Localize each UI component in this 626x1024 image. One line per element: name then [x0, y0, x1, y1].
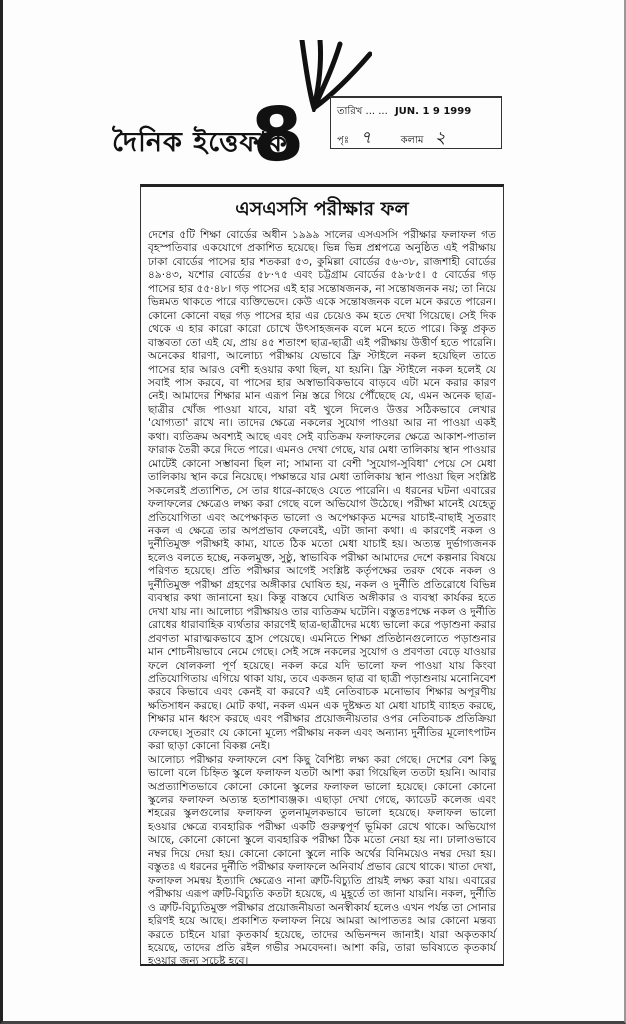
article-title: এসএসসি পরীক্ষার ফল: [235, 198, 409, 220]
editorial-article: [140, 184, 504, 966]
page-label: পৃঃ: [337, 135, 350, 146]
page-column-row: [337, 125, 472, 153]
article-paragraph: দেশের ৫টি শিক্ষা বোর্ডের অধীন ১৯৯৯ সালের এসএসসি পরীক্ষার ফলাফল গত বৃহস্পতিবার একযোগে প্রকাশিত হয়েছে। ভিন্ন ভিন্ন প্রশ্নপত্রে অনুষ্ঠিত এই পরীক্ষায় ঢাকা বোর্ডের পাসের হার শতকরা ৫৩, কুমিল্লা বোর্ডের ৫৬·৩৮, রাজশাহী বোর্ডের ৪৯·৪৩, যশোর বোর্ডের ৫৮·৭৫ এবং চট্টগ্রাম বোর্ডের ৫৯·৮৫। ৫ বোর্ডের গড় পাসের হার ৫৫·৪৮। গড় পাসের এই হার সন্তোষজনক, না সন্তোষজনক নয়; তা নিয়ে ভিন্নমত থাকতে পারে ব্যক্তিভেদে। কেউ একে সন্তোষজনক বলে মনে করতে পারেন। কোনো কোনো বছর গড় পাসের হার এর চেয়েও কম হতে দেখা গিয়েছে। সেই দিক থেকে এ হার কারো কারো চোখে উৎসাহজনক বলে মনে হতে পারে। কিন্তু প্রকৃত বাস্তবতা তো এই যে, প্রায় ৪৫ শতাংশ ছাত্র-ছাত্রী এই পরীক্ষায় উত্তীর্ণ হতে পারেনি। অনেকের ধারণা, আলোচ্য পরীক্ষায় যেভাবে ফ্রি স্টাইলে নকল হয়েছিল তাতে পাসের হার আরও বেশী হওয়ার কথা ছিল, যা হয়নি। ফ্রি স্টাইলে নকল হলেই যে সবাই পাস করবে, বা পাসের হার অস্বাভাবিকভাবে বাড়বে এটা মনে করার কারণ নেই। আমাদের শিক্ষার মান এরূপ নিম্ন স্তরে গিয়ে পৌঁছেছে যে, এমন অনেক ছাত্র-ছাত্রীর খোঁজ পাওয়া যাবে, যারা বই খুলে দিলেও উত্তর সঠিকভাবে লেখার 'যোগ্যতা' রাখে না। তাদের ক্ষেত্রে নকলের সুযোগ পাওয়া আর না পাওয়া একই কথা। ব্যতিক্রম অবশ্যই আছে এবং সেই ব্যতিক্রম ফলাফলের ক্ষেত্রে আকাশ-পাতাল ফারাক তৈরী করে দিতে পারে। এমনও দেখা গেছে, যার মেধা তালিকায় স্থান পাওয়ার মোটেই কোনো সম্ভাবনা ছিল না; সামান্য বা বেশী 'সুযোগ-সুবিধা' পেয়ে সে মেধা তালিকায় স্থান করে নিয়েছে। পক্ষান্তরে যার মেধা তালিকায় স্থান পাওয়া ছিল সংশ্লিষ্ট সকলেরই প্রত্যাশিত, সে তার ধারে-কাছেও যেতে পারেনি। এ ধরনের ঘটনা এবারের ফলাফলের ক্ষেত্রেও লক্ষ্য করা গেছে বলে অভিযোগ উঠেছে। পরীক্ষা মানেই যেহেতু প্রতিযোগিতা এবং অপেক্ষাকৃত ভালো ও অপেক্ষাকৃত মন্দের যাচাই-বাছাই সুতরাং নকল এ ক্ষেত্রে তার অপপ্রভাব ফেলবেই, এটা জানা কথা। এ কারণেই নকল ও দুর্নীতিমুক্ত পরীক্ষাই কাম্য, যাতে ঠিক মতো মেধা যাচাই হয়। অত্যন্ত দুর্ভাগ্যজনক হলেও বলতে হচ্ছে, নকলমুক্ত, সুষ্ঠু, স্বাভাবিক পরীক্ষা আমাদের দেশে কল্পনার বিষয়ে পরিণত হয়েছে। প্রতি পরীক্ষার আগেই সংশ্লিষ্ট কর্তৃপক্ষের তরফ থেকে নকল ও দুর্নীতিমুক্ত পরীক্ষা গ্রহণের অঙ্গীকার ঘোষিত হয়, নকল ও দুর্নীতি প্রতিরোধে বিভিন্ন ব্যবস্থার কথা জানানো হয়। কিন্তু বাস্তবে ঘোষিত অঙ্গীকার ও ব্যবস্থা কার্যকর হতে দেখা যায় না। আলোচ্য পরীক্ষায়ও তার ব্যতিক্রম ঘটেনি। বস্তুতঃপক্ষে নকল ও দুর্নীতি রোধের ধারাবাহিক ব্যর্থতার কারণেই ছাত্র-ছাত্রীদের মধ্যে ভালো করে পড়াশুনা করার প্রবণতা মারাত্মকভাবে হ্রাস পেয়েছে। এমনিতে শিক্ষা প্রতিষ্ঠানগুলোতে পড়াশুনার মান শোচনীয়ভাবে নেমে গেছে। সেই সঙ্গে নকলের সুযোগ ও প্রবণতা বেড়ে যাওয়ার ফলে ষোলকলা পূর্ণ হয়েছে। নকল করে যদি ভালো ফল পাওয়া যায় কিংবা প্রতিযোগিতায় এগিয়ে থাকা যায়, তবে একজন ছাত্র বা ছাত্রী পড়াশুনায় মনোনিবেশ করবে কিভাবে এবং কেনই বা করবে? এই নেতিবাচক মনোভাব শিক্ষার অপূরণীয় ক্ষতিসাধন করছে। মোট কথা, নকল এমন এক দুষ্টক্ষত যা মেধা যাচাই ব্যাহত করছে, শিক্ষার মান ধ্বংস করছে এবং পরীক্ষার প্রয়োজনীয়তার ওপর নেতিবাচক প্রতিক্রিয়া ফেলছে। সুতরাং যে কোনো মূল্যে পরীক্ষায় নকল এবং অন্যান্য দুর্নীতির মূলোৎপাটন করা ছাড়া কোনো বিকল্প নেই।: [148, 229, 496, 753]
handwritten-number: 8: [249, 90, 307, 180]
page-value: ৭: [360, 128, 372, 148]
article-body: [148, 229, 496, 969]
article-paragraph: আলোচ্য পরীক্ষার ফলাফলে বেশ কিছু বৈশিষ্ট্য লক্ষ্য করা গেছে। দেশের বেশ কিছু ভালো বলে চিহ্নিত স্কুলে ফলাফল যতটা আশা করা গিয়েছিল ততটা হয়নি। আবার অপ্রত্যাশিতভাবে কোনো কোনো স্কুলের ফলাফল ভালো হয়েছে। কোনো কোনো স্কুলের ফলাফল অত্যন্ত হতাশাব্যঞ্জক। এছাড়া দেখা গেছে, ক্যাডেট কলেজ এবং শহরের স্কুলগুলোর ফলাফল তুলনামূলকভাবে ভালো হয়েছে। ফলাফল ভালো হওয়ার ক্ষেত্রে ব্যবহারিক পরীক্ষা একটি গুরুত্বপূর্ণ ভূমিকা রেখে থাকে। অভিযোগ আছে, কোনো কোনো স্কুলে ব্যবহারিক পরীক্ষা ঠিক মতো নেয়া হয় না। ঢালাওভাবে নম্বর দিয়ে দেয়া হয়। কোনো কোনো স্কুলে নাকি অর্থের বিনিময়েও নম্বর দেয়া হয়। বস্তুতঃ এ ধরনের দুর্নীতি পরীক্ষার ফলাফলে অনিবার্য প্রভাব রেখে থাকে। খাতা দেখা, ফলাফল সমন্বয় ইত্যাদি ক্ষেত্রেও নানা ত্রুটি-বিচ্যুতি প্রায়ই লক্ষ্য করা যায়। এবারের পরীক্ষায় এরূপ ত্রুটি-বিচ্যুতি কতটা হয়েছে, এ মুহূর্তে তা জানা যায়নি। নকল, দুর্নীতি ও ত্রুটি-বিচ্যুতিমুক্ত পরীক্ষার প্রয়োজনীয়তা অনস্বীকার্য হলেও এখন পর্যন্ত তা সোনার হরিণই হয়ে আছে। প্রকাশিত ফলাফল নিয়ে আমরা আপাততঃ আর কোনো মন্তব্য করতে চাইনে যারা কৃতকার্য হয়েছে, তাদের অভিনন্দন জানাই। যারা অকৃতকার্য হয়েছে, তাদের প্রতি রইল গভীর সমবেদনা। আশা করি, তারা ভবিষ্যতে কৃতকার্য হওয়ার জন্য সচেষ্ট হবে।: [148, 753, 496, 968]
column-label: কলাম: [400, 135, 424, 146]
date-label: তারিখ ... ...: [337, 106, 388, 117]
column-value: ২: [434, 128, 446, 148]
date-row: [337, 104, 471, 121]
newspaper-masthead: দৈনিক ইত্তেফাক: [112, 127, 288, 158]
date-value: JUN. 1 9 1999: [394, 106, 472, 117]
clipping-info-box: [330, 96, 502, 149]
